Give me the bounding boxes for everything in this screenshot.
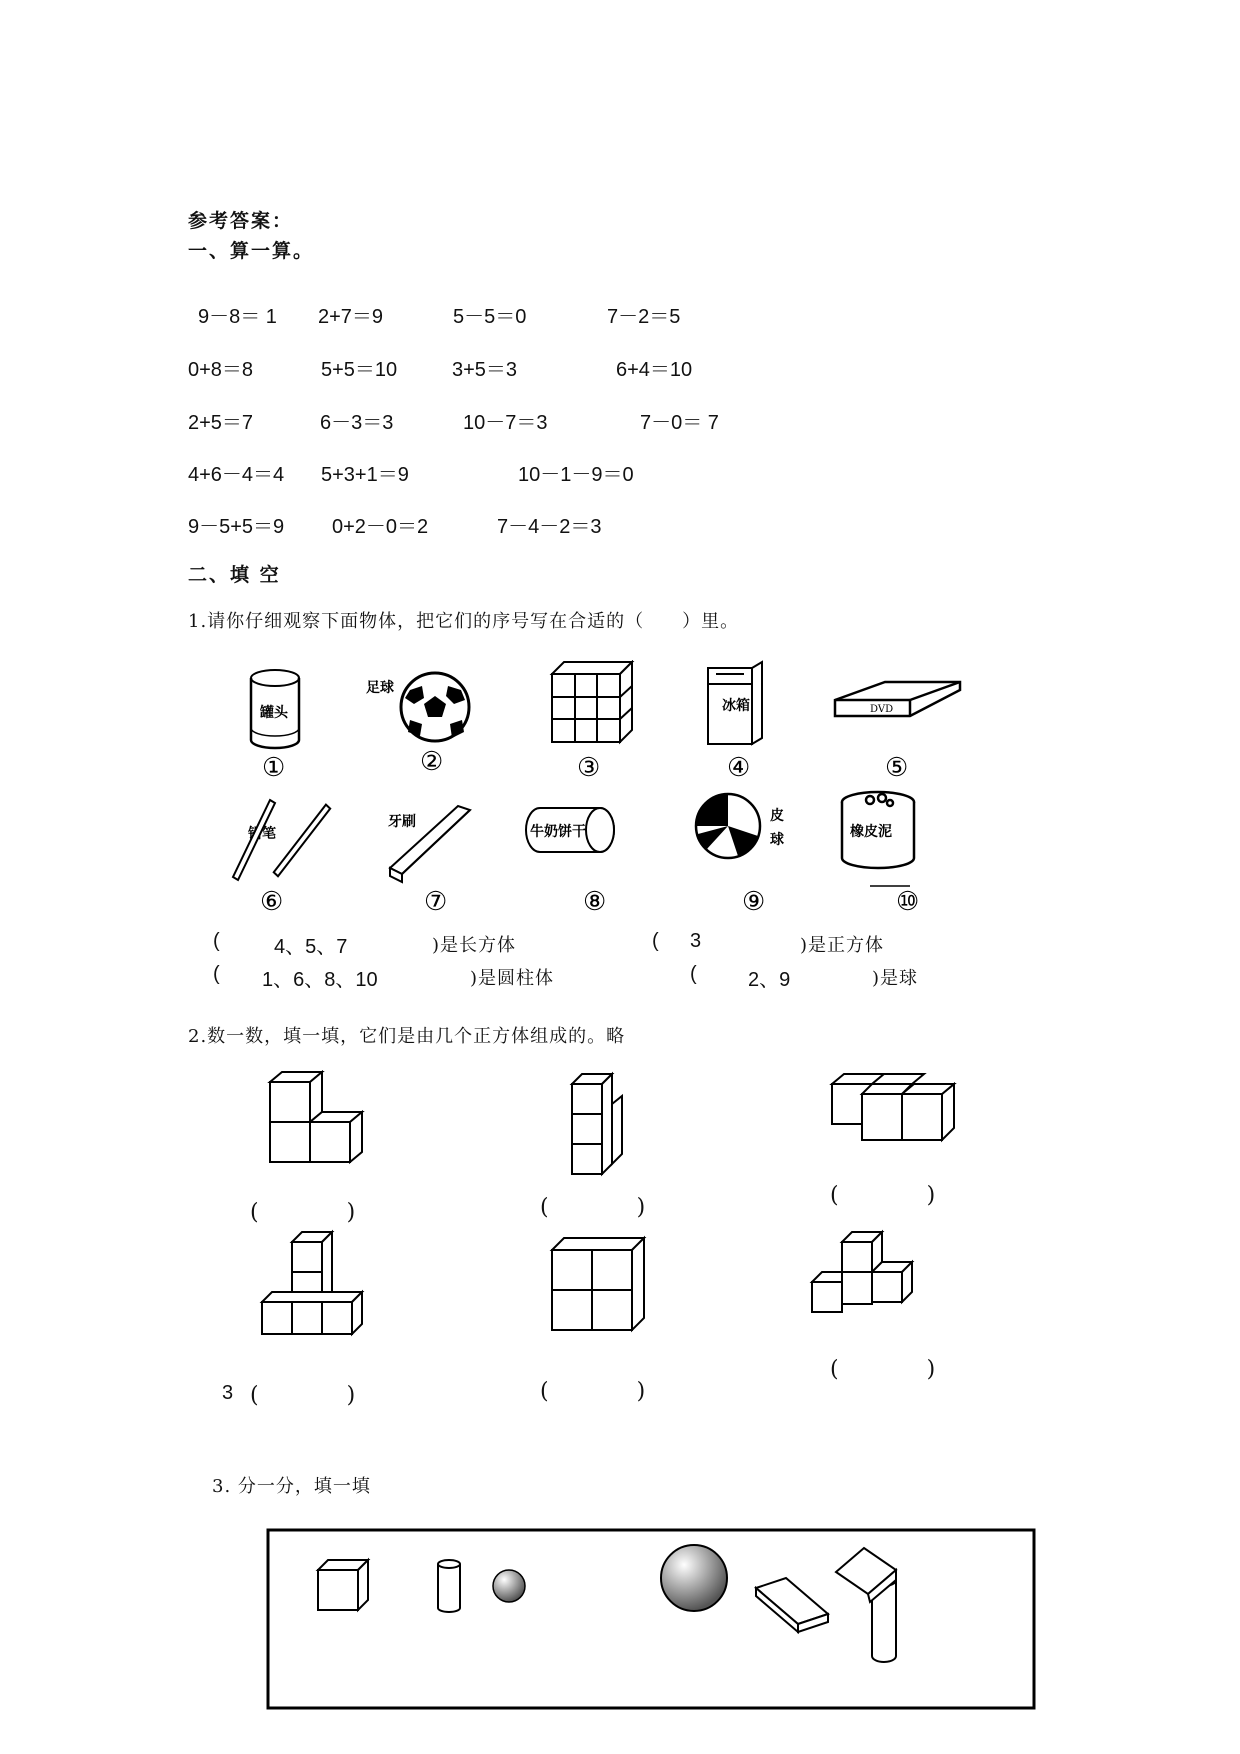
object-number: ⑤ [885,753,909,783]
small-sphere-icon [493,1570,525,1602]
cylinder-label: )是圆柱体 [470,968,555,989]
equation: 9－8＝ 1 [198,306,277,328]
object-number: ① [262,753,286,783]
toothbrush-label: 牙刷 [388,814,416,830]
count-blank[interactable]: ( ) [250,1200,356,1225]
dvd-player-icon [835,682,960,716]
object-number: ⑧ [583,887,607,917]
rubik-cube-icon [552,662,632,742]
cube-stack-figure [572,1074,622,1174]
equation: 6－3＝3 [320,412,394,434]
equation: 0+2－0＝2 [332,516,429,538]
equation: 4+6－4＝4 [188,464,285,486]
pencil-label: 铅笔 [248,826,276,842]
object-number: ④ [727,753,751,783]
count-blank[interactable]: ( ) [250,1383,356,1408]
cube-answer: 3 [690,930,702,952]
biscuit-label: 牛奶饼干 [530,824,586,840]
cube-stack-figure [812,1232,912,1312]
small-cylinder-icon [438,1560,460,1612]
cylinder-answer: 1、6、8、10 [262,969,378,991]
open-paren: ( [213,963,220,985]
sphere-label: )是球 [872,968,919,989]
soccer-ball-icon [401,673,469,741]
objects-illustration [230,660,990,920]
cube-icon [318,1560,368,1610]
count-blank[interactable]: ( ) [540,1379,646,1404]
equation: 5+3+1＝9 [321,464,409,486]
cube-stack-figure [270,1072,362,1162]
question-3: 3. 分一分，填一填 [212,1476,371,1497]
equation: 7－4－2＝3 [497,516,602,538]
open-paren: ( [652,930,659,952]
can-label: 罐头 [260,705,288,721]
cuboid-answer: 4、5、7 [274,936,348,958]
equation: 7－0＝ 7 [640,412,719,434]
cube-stack-figure [262,1232,362,1334]
object-number: ⑥ [260,887,284,917]
soccer-label: 足球 [366,680,394,696]
section-2-title: 二、填 空 [188,564,281,586]
beach-ball-icon [696,794,760,858]
ball-label-1: 皮 [770,808,784,824]
object-number: ③ [577,753,601,783]
ball-label-2: 球 [770,832,784,848]
dvd-label: DVD [870,704,894,715]
open-paren: ( [690,963,697,985]
equation: 5－5＝0 [453,306,527,328]
cube-label: )是正方体 [800,935,885,956]
large-sphere-icon [661,1545,727,1611]
equation: 6+4＝10 [616,359,693,381]
equation: 2+5＝7 [188,412,254,434]
count-blank[interactable]: ( ) [830,1357,936,1382]
object-number: ⑨ [742,887,766,917]
question-1: 1.请你仔细观察下面物体，把它们的序号写在合适的（ ）里。 [188,611,740,632]
question-2: 2.数一数，填一填，它们是由几个正方体组成的。略 [188,1026,626,1047]
object-number: ② [420,747,444,777]
equation: 2+7＝9 [318,306,384,328]
answer-key-title: 参考答案： [188,210,294,232]
equation: 10－7＝3 [463,412,548,434]
fridge-label: 冰箱 [722,698,750,714]
section-1-title: 一、算一算。 [188,240,315,262]
sorting-shapes-box [266,1528,1046,1712]
count-blank[interactable]: ( ) [540,1195,646,1220]
sphere-answer: 2、9 [748,969,791,991]
object-number: ⑦ [424,887,448,917]
cube-stack-figure [832,1074,954,1140]
equation: 5+5＝10 [321,359,398,381]
equation: 9－5+5＝9 [188,516,285,538]
cube-stack-figure [552,1238,644,1330]
equation: 7－2＝5 [607,306,681,328]
open-paren: ( [213,930,220,952]
equation: 10－1－9＝0 [518,464,634,486]
object-number: ⑩ [896,887,920,917]
count-blank[interactable]: ( ) [830,1183,936,1208]
cuboid-label: )是长方体 [432,935,517,956]
equation: 3+5＝3 [452,359,518,381]
putty-label: 橡皮泥 [850,824,892,840]
equation: 0+8＝8 [188,359,254,381]
count-answer: 3 [222,1382,234,1404]
